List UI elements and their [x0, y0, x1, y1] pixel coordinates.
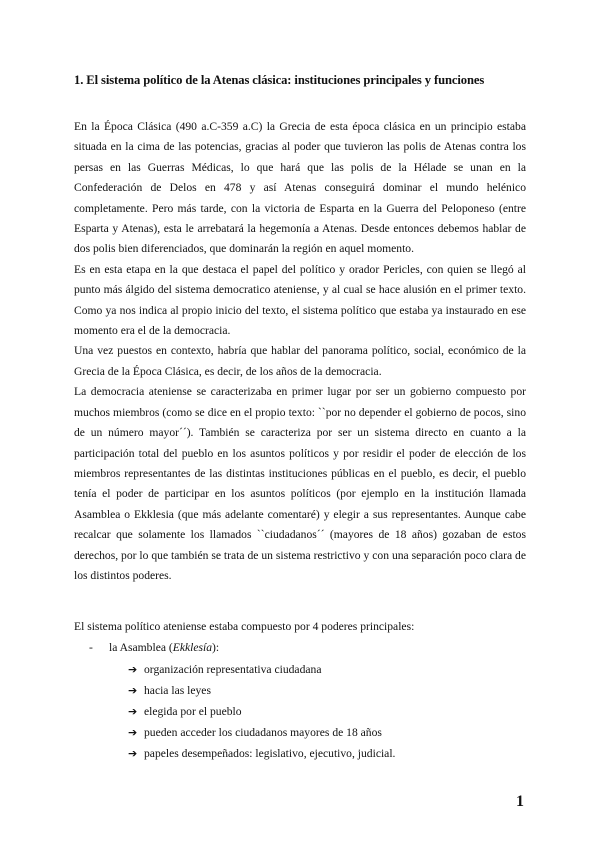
sublist-text: pueden acceder los ciudadanos mayores de 18 años [144, 726, 382, 739]
sublist-text: elegida por el pueblo [144, 705, 242, 718]
arrow-right-icon: ➔ [128, 684, 138, 697]
list-intro: El sistema político ateniense estaba compuesto por 4 poderes principales: [74, 620, 415, 633]
paragraph-pericles: Es en esta etapa en la que destaca el papel del político y orador Pericles, con quien se llegó al punto más álgido del sistema democratico ateniense, y al cual se hace alusión en el primer texto. Como ya nos indica al propio inicio del texto, el sistema político que estaba ya instaurado en ese momento era el de la democracia. [74, 262, 526, 338]
sublist-text: hacia las leyes [144, 684, 211, 697]
item-prefix: la Asamblea ( [109, 641, 173, 654]
paragraph-panorama: Una vez puestos en contexto, habría que hablar del panorama político, social, económico de la Grecia de la Época Clásica, es decir, de los años de la democracia. [74, 344, 526, 378]
sublist-text: papeles desempeñados: legislativo, ejecutivo, judicial. [144, 747, 396, 760]
paragraph-context: En la Época Clásica (490 a.C-359 a.C) la Grecia de esta época clásica en un principio estaba situada en la cima de las potencias, gracias al poder que tuvieron las polis de Atenas contra los persas en las Guerras Médicas, lo que hará que las polis de la Hélade se unan en la Confederación de Delos en 478 y así Atenas conseguirá dominar el mundo helénico completamente. Pero más tarde, con la victoria de Esparta en la Guerra del Peloponeso (entre Esparta y Atenas), esta le arrebatará la hegemonía a Atenas. Desde entonces debemos hablar de dos polis bien diferenciados, que dominarán la región en aquel momento. [74, 120, 526, 256]
dash-bullet: - [89, 641, 93, 654]
item-italic: Ekklesía [172, 641, 213, 654]
item-suffix: ): [212, 641, 220, 654]
arrow-right-icon: ➔ [128, 663, 138, 676]
sublist-item [128, 701, 395, 722]
list-item-asamblea [89, 638, 219, 658]
sublist-item [128, 680, 395, 701]
sublist-item [128, 659, 395, 680]
arrow-right-icon: ➔ [128, 747, 138, 760]
section-heading: 1. El sistema político de la Atenas clásica: instituciones principales y funciones [74, 73, 485, 87]
sublist-item [128, 722, 395, 743]
sublist-item [128, 743, 395, 764]
arrow-sublist [128, 659, 395, 764]
sublist-text: organización representativa ciudadana [144, 663, 322, 676]
body-text [74, 117, 526, 586]
page-number: 1 [516, 793, 524, 810]
paragraph-democracy: La democracia ateniense se caracterizaba en primer lugar por ser un gobierno compuesto por muchos miembros (como se dice en el propio texto: ``por no depender el gobierno de pocos, sino de un número mayor´´). También se caracteriza por ser un sistema directo en cuanto a la participación total del pueblo en los asuntos políticos y por residir el poder de elección de los miembros representantes de las distintas instituciones públicas en el pueblo, es decir, el pueblo tenía el poder de participar en los asuntos políticos (por ejemplo en la institución llamada Asamblea o Ekklesia (que más adelante comentaré) y elegir a sus representantes. Aunque cabe recalcar que solamente los llamados ``ciudadanos´´ (mayores de 18 años) gozaban de estos derechos, por lo que también se trata de un sistema restrictivo y con una separación poco clara de los distintos poderes. [74, 385, 526, 582]
arrow-right-icon: ➔ [128, 705, 138, 718]
arrow-right-icon: ➔ [128, 726, 138, 739]
